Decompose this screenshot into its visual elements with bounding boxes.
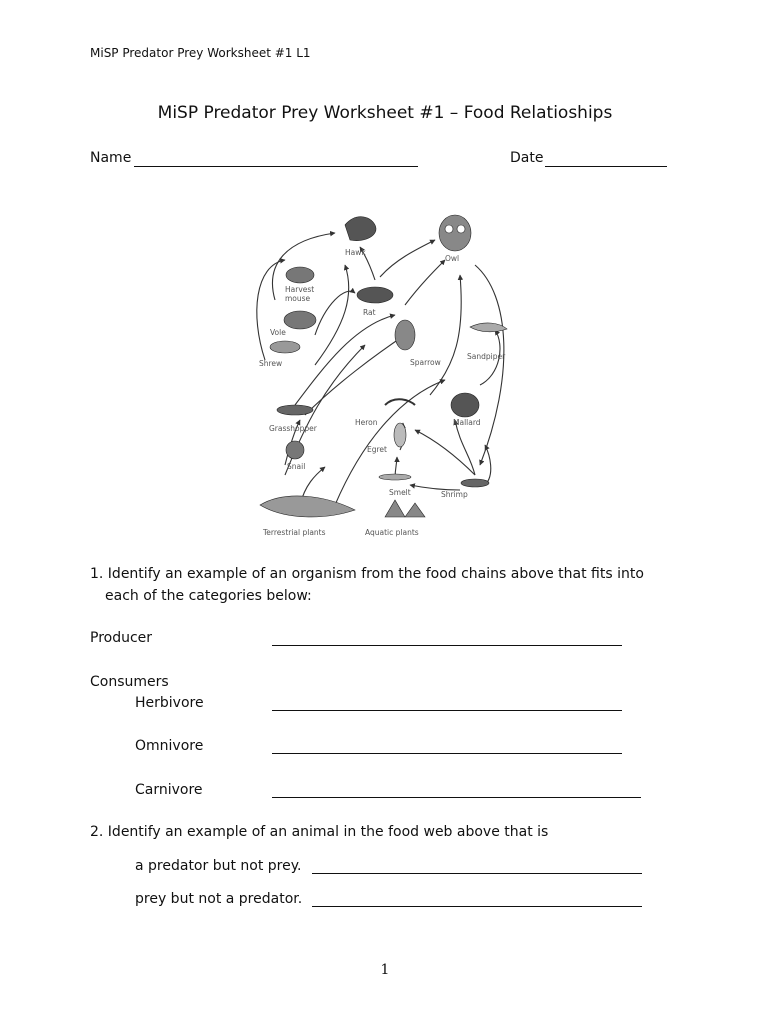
name-line[interactable] bbox=[134, 166, 418, 167]
egret-figure bbox=[394, 423, 406, 447]
question-2-text: 2. Identify an example of an animal in the food web above that is bbox=[90, 824, 549, 840]
owl-label: Owl bbox=[445, 254, 460, 263]
sandpiper-label: Sandpiper bbox=[467, 352, 506, 361]
terrestrial-plants-figure bbox=[260, 496, 355, 517]
snail-label: Snail bbox=[287, 462, 306, 471]
carnivore-answer-line[interactable] bbox=[272, 797, 641, 798]
date-label: Date bbox=[510, 150, 544, 166]
predator-not-prey-label: a predator but not prey. bbox=[135, 858, 302, 874]
egret-label: Egret bbox=[367, 445, 387, 454]
rat-figure bbox=[357, 287, 393, 303]
producer-label: Producer bbox=[90, 630, 153, 646]
shrew-figure bbox=[270, 341, 300, 353]
predator-not-prey-answer-line[interactable] bbox=[312, 873, 642, 874]
sparrow-figure bbox=[395, 320, 415, 350]
consumers-label: Consumers bbox=[90, 674, 169, 690]
mallard-label: Mallard bbox=[453, 418, 481, 427]
terrestrial-plants-label: Terrestrial plants bbox=[263, 528, 326, 537]
prey-not-predator-answer-line[interactable] bbox=[312, 906, 642, 907]
vole-figure bbox=[284, 311, 316, 329]
shrew-label: Shrew bbox=[259, 359, 283, 368]
heron-label: Heron bbox=[355, 418, 378, 427]
shrimp-label: Shrimp bbox=[441, 490, 468, 499]
grasshopper-label: Grasshopper bbox=[269, 424, 317, 433]
grasshopper-figure bbox=[277, 405, 313, 415]
page-number: 1 bbox=[380, 962, 390, 978]
harvest-mouse-label: Harvest bbox=[285, 285, 315, 294]
herbivore-label: Herbivore bbox=[135, 695, 204, 711]
hawk-figure bbox=[345, 217, 376, 241]
sandpiper-figure bbox=[470, 323, 507, 332]
food-web-illustration bbox=[245, 205, 525, 545]
carnivore-label: Carnivore bbox=[135, 782, 203, 798]
harvest-mouse-label-2: mouse bbox=[285, 294, 311, 303]
mallard-figure bbox=[451, 393, 479, 417]
shrimp-figure bbox=[461, 479, 489, 487]
herbivore-answer-line[interactable] bbox=[272, 710, 622, 711]
vole-label: Vole bbox=[270, 328, 286, 337]
smelt-figure bbox=[379, 474, 411, 480]
sparrow-label: Sparrow bbox=[410, 358, 441, 367]
hawk-label: Hawk bbox=[345, 248, 366, 257]
running-header: MiSP Predator Prey Worksheet #1 L1 bbox=[90, 46, 311, 60]
aquatic-plants-figure bbox=[385, 500, 425, 517]
page-title: MiSP Predator Prey Worksheet #1 – Food Relatioships bbox=[157, 103, 613, 123]
rat-label: Rat bbox=[363, 308, 376, 317]
producer-answer-line[interactable] bbox=[272, 645, 622, 646]
smelt-label: Smelt bbox=[389, 488, 411, 497]
harvest-mouse-figure bbox=[286, 267, 314, 283]
question-1-text: 1. Identify an example of an organism from the food chains above that fits into bbox=[90, 566, 644, 582]
owl-figure bbox=[439, 215, 471, 251]
aquatic-plants-label: Aquatic plants bbox=[365, 528, 419, 537]
date-line[interactable] bbox=[545, 166, 667, 167]
heron-figure bbox=[385, 399, 415, 405]
question-1-text-cont: each of the categories below: bbox=[105, 588, 312, 604]
prey-not-predator-label: prey but not a predator. bbox=[135, 891, 303, 907]
snail-figure bbox=[286, 441, 304, 459]
name-label: Name bbox=[90, 150, 132, 166]
omnivore-answer-line[interactable] bbox=[272, 753, 622, 754]
omnivore-label: Omnivore bbox=[135, 738, 204, 754]
